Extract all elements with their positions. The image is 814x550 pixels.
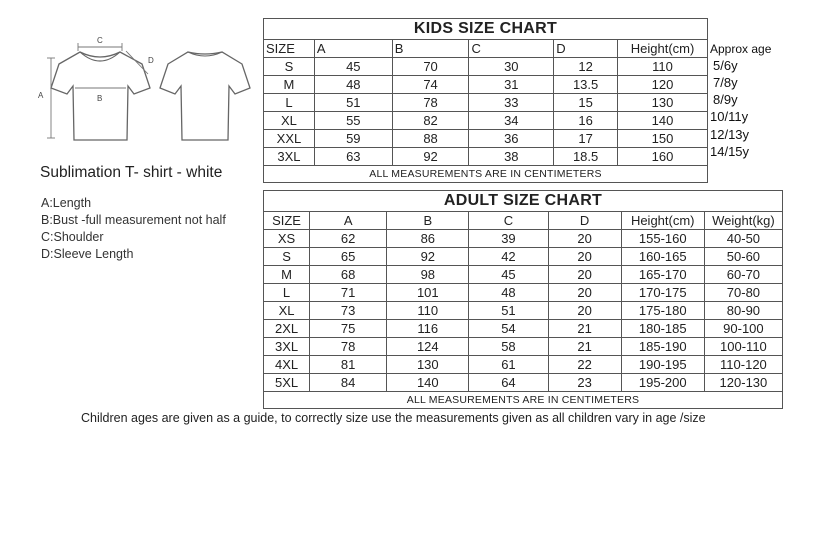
value-cell: 55 <box>314 112 392 130</box>
size-cell: XL <box>264 302 310 320</box>
value-cell: 48 <box>469 284 548 302</box>
table-row <box>264 248 783 266</box>
value-cell: 150 <box>618 130 708 148</box>
value-cell: 34 <box>469 112 554 130</box>
value-cell: 20 <box>548 230 621 248</box>
tshirt-back-outline <box>160 52 250 140</box>
size-cell: 5XL <box>264 374 310 392</box>
value-cell: 160-165 <box>621 248 704 266</box>
value-cell: 160 <box>618 148 708 166</box>
table-row <box>264 284 783 302</box>
age-value: 5/6y <box>713 58 738 73</box>
age-value: 12/13y <box>710 127 750 142</box>
value-cell: 110-120 <box>704 356 782 374</box>
legend-d: D:Sleeve Length <box>41 247 134 261</box>
value-cell: 71 <box>310 284 387 302</box>
value-cell: 98 <box>387 266 469 284</box>
table-row <box>264 338 783 356</box>
value-cell: 120 <box>618 76 708 94</box>
value-cell: 45 <box>314 58 392 76</box>
value-cell: 190-195 <box>621 356 704 374</box>
value-cell: 18.5 <box>554 148 618 166</box>
adult-header-cell: D <box>548 212 621 230</box>
value-cell: 16 <box>554 112 618 130</box>
value-cell: 140 <box>618 112 708 130</box>
value-cell: 45 <box>469 266 548 284</box>
legend-c: C:Shoulder <box>41 230 104 244</box>
value-cell: 73 <box>310 302 387 320</box>
value-cell: 20 <box>548 284 621 302</box>
value-cell: 30 <box>469 58 554 76</box>
value-cell: 70-80 <box>704 284 782 302</box>
value-cell: 185-190 <box>621 338 704 356</box>
table-row <box>264 266 783 284</box>
table-row <box>264 148 708 166</box>
value-cell: 116 <box>387 320 469 338</box>
label-c: C <box>97 36 103 45</box>
value-cell: 70 <box>392 58 469 76</box>
value-cell: 36 <box>469 130 554 148</box>
size-cell: XS <box>264 230 310 248</box>
value-cell: 82 <box>392 112 469 130</box>
age-header: Approx age <box>710 42 772 56</box>
product-title: Sublimation T- shirt - white <box>40 164 223 181</box>
legend-a: A:Length <box>41 196 92 210</box>
adult-size-chart <box>263 190 783 409</box>
value-cell: 88 <box>392 130 469 148</box>
value-cell: 39 <box>469 230 548 248</box>
table-row <box>264 112 708 130</box>
label-d: D <box>148 56 154 65</box>
value-cell: 130 <box>618 94 708 112</box>
tshirt-diagram <box>30 30 255 150</box>
size-cell: 4XL <box>264 356 310 374</box>
value-cell: 61 <box>469 356 548 374</box>
value-cell: 22 <box>548 356 621 374</box>
adult-header-cell: B <box>387 212 469 230</box>
size-cell: S <box>264 58 315 76</box>
value-cell: 60-70 <box>704 266 782 284</box>
value-cell: 101 <box>387 284 469 302</box>
value-cell: 92 <box>387 248 469 266</box>
value-cell: 130 <box>387 356 469 374</box>
value-cell: 78 <box>392 94 469 112</box>
value-cell: 62 <box>310 230 387 248</box>
value-cell: 33 <box>469 94 554 112</box>
value-cell: 40-50 <box>704 230 782 248</box>
adult-chart-title: ADULT SIZE CHART <box>264 191 783 212</box>
size-cell: XXL <box>264 130 315 148</box>
value-cell: 20 <box>548 248 621 266</box>
value-cell: 12 <box>554 58 618 76</box>
value-cell: 78 <box>310 338 387 356</box>
adult-header-cell: SIZE <box>264 212 310 230</box>
kids-header-cell: Height(cm) <box>618 40 708 58</box>
value-cell: 90-100 <box>704 320 782 338</box>
value-cell: 180-185 <box>621 320 704 338</box>
value-cell: 51 <box>469 302 548 320</box>
measurement-legend <box>41 195 226 263</box>
size-cell: M <box>264 76 315 94</box>
value-cell: 175-180 <box>621 302 704 320</box>
age-value: 10/11y <box>710 109 749 124</box>
value-cell: 124 <box>387 338 469 356</box>
value-cell: 20 <box>548 266 621 284</box>
table-row <box>264 374 783 392</box>
value-cell: 155-160 <box>621 230 704 248</box>
value-cell: 50-60 <box>704 248 782 266</box>
size-cell: L <box>264 94 315 112</box>
value-cell: 54 <box>469 320 548 338</box>
value-cell: 81 <box>310 356 387 374</box>
kids-header-row <box>264 40 708 58</box>
value-cell: 65 <box>310 248 387 266</box>
value-cell: 100-110 <box>704 338 782 356</box>
value-cell: 58 <box>469 338 548 356</box>
value-cell: 20 <box>548 302 621 320</box>
age-value: 8/9y <box>713 92 738 107</box>
adult-header-cell: C <box>469 212 548 230</box>
adult-header-cell: A <box>310 212 387 230</box>
value-cell: 17 <box>554 130 618 148</box>
size-cell: 2XL <box>264 320 310 338</box>
value-cell: 120-130 <box>704 374 782 392</box>
value-cell: 92 <box>392 148 469 166</box>
value-cell: 64 <box>469 374 548 392</box>
value-cell: 63 <box>314 148 392 166</box>
adult-header-row <box>264 212 783 230</box>
size-cell: L <box>264 284 310 302</box>
kids-size-chart <box>263 18 708 183</box>
value-cell: 140 <box>387 374 469 392</box>
value-cell: 86 <box>387 230 469 248</box>
kids-header-cell: SIZE <box>264 40 315 58</box>
size-cell: 3XL <box>264 338 310 356</box>
value-cell: 165-170 <box>621 266 704 284</box>
value-cell: 170-175 <box>621 284 704 302</box>
kids-header-cell: C <box>469 40 554 58</box>
size-cell: S <box>264 248 310 266</box>
age-value: 7/8y <box>713 75 738 90</box>
table-row <box>264 320 783 338</box>
size-cell: 3XL <box>264 148 315 166</box>
value-cell: 21 <box>548 320 621 338</box>
kids-header-cell: A <box>314 40 392 58</box>
table-row <box>264 356 783 374</box>
adult-chart-footer: ALL MEASUREMENTS ARE IN CENTIMETERS <box>264 392 783 409</box>
label-a: A <box>38 91 44 100</box>
adult-header-cell: Weight(kg) <box>704 212 782 230</box>
kids-header-cell: D <box>554 40 618 58</box>
value-cell: 80-90 <box>704 302 782 320</box>
value-cell: 23 <box>548 374 621 392</box>
kids-chart-title: KIDS SIZE CHART <box>264 19 708 40</box>
table-row <box>264 230 783 248</box>
value-cell: 75 <box>310 320 387 338</box>
size-cell: XL <box>264 112 315 130</box>
legend-b: B:Bust -full measurement not half <box>41 213 226 227</box>
table-row <box>264 130 708 148</box>
value-cell: 13.5 <box>554 76 618 94</box>
adult-header-cell: Height(cm) <box>621 212 704 230</box>
table-row <box>264 58 708 76</box>
kids-header-cell: B <box>392 40 469 58</box>
value-cell: 59 <box>314 130 392 148</box>
value-cell: 110 <box>618 58 708 76</box>
value-cell: 195-200 <box>621 374 704 392</box>
value-cell: 68 <box>310 266 387 284</box>
value-cell: 38 <box>469 148 554 166</box>
kids-chart-footer: ALL MEASUREMENTS ARE IN CENTIMETERS <box>264 166 708 183</box>
value-cell: 48 <box>314 76 392 94</box>
size-cell: M <box>264 266 310 284</box>
value-cell: 42 <box>469 248 548 266</box>
value-cell: 21 <box>548 338 621 356</box>
value-cell: 51 <box>314 94 392 112</box>
label-b: B <box>97 94 103 103</box>
value-cell: 84 <box>310 374 387 392</box>
value-cell: 74 <box>392 76 469 94</box>
table-row <box>264 94 708 112</box>
value-cell: 31 <box>469 76 554 94</box>
value-cell: 110 <box>387 302 469 320</box>
table-row <box>264 76 708 94</box>
children-sizing-note: Children ages are given as a guide, to correctly size use the measurements given as all children vary in age /size <box>81 411 706 425</box>
value-cell: 15 <box>554 94 618 112</box>
age-value: 14/15y <box>710 144 750 159</box>
table-row <box>264 302 783 320</box>
